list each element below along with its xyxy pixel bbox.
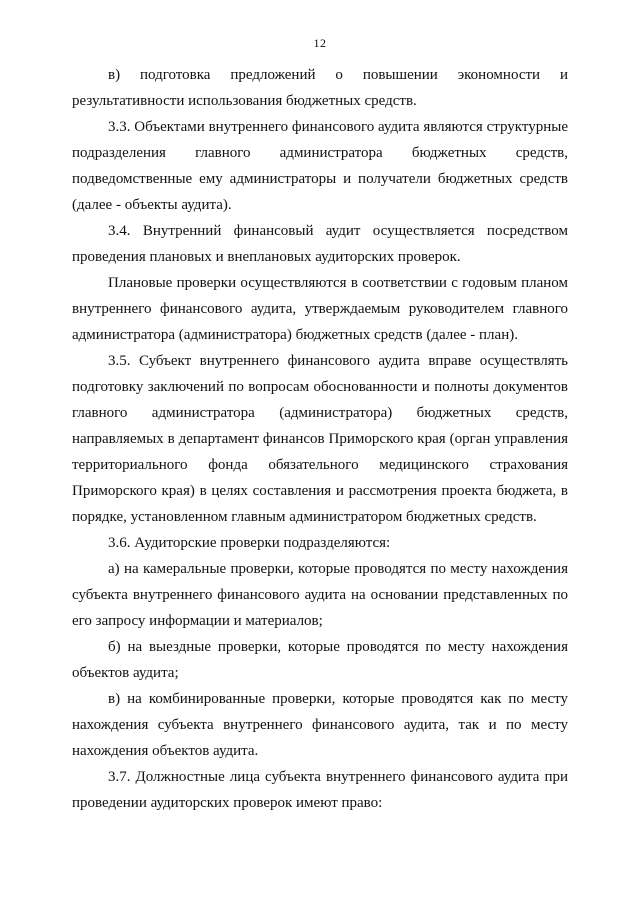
paragraph-planned-inspections: Плановые проверки осуществляются в соответствии с годовым планом внутреннего финансового аудита, утверждаемым руководителем главного администратора (администратора) бюджетных средств (далее - план).: [72, 275, 568, 343]
document-body: [72, 62, 568, 816]
paragraph-3-7-officials-rights: 3.7. Должностные лица субъекта внутреннего финансового аудита при проведении аудиторских проверок имеют право:: [72, 769, 568, 811]
paragraph-item-v-combined-inspections: в) на комбинированные проверки, которые проводятся как по месту нахождения субъекта внутреннего финансового аудита, так и по месту нахождения объектов аудита.: [72, 691, 568, 759]
paragraph-item-a-desk-inspections: а) на камеральные проверки, которые проводятся по месту нахождения субъекта внутреннего финансового аудита на основании представленных по его запросу информации и материалов;: [72, 561, 568, 629]
page-number: 12: [313, 36, 327, 50]
paragraph-item-v-proposals: в) подготовка предложений о повышении экономности и результативности использования бюджетных средств.: [72, 67, 568, 109]
paragraph-3-5-conclusions: 3.5. Субъект внутреннего финансового аудита вправе осуществлять подготовку заключений по вопросам обоснованности и полноты документов главного администратора (администратора) бюджетных средств, направляемых в департамент финансов Приморского края (орган управления территориального фонда обязательного медицинского страхования Приморского края) в целях составления и рассмотрения проекта бюджета, в порядке, установленном главным администратором бюджетных средств.: [72, 353, 568, 525]
paragraph-3-4-audit-method: 3.4. Внутренний финансовый аудит осуществляется посредством проведения плановых и внеплановых аудиторских проверок.: [72, 223, 568, 265]
paragraph-item-b-field-inspections: б) на выездные проверки, которые проводятся по месту нахождения объектов аудита;: [72, 639, 568, 681]
paragraph-3-6-inspection-types: 3.6. Аудиторские проверки подразделяются:: [108, 535, 391, 551]
paragraph-3-3-audit-objects: 3.3. Объектами внутреннего финансового аудита являются структурные подразделения главного администратора бюджетных средств, подведомственные ему администраторы и получатели бюджетных средств (далее - объекты аудита).: [72, 119, 568, 213]
